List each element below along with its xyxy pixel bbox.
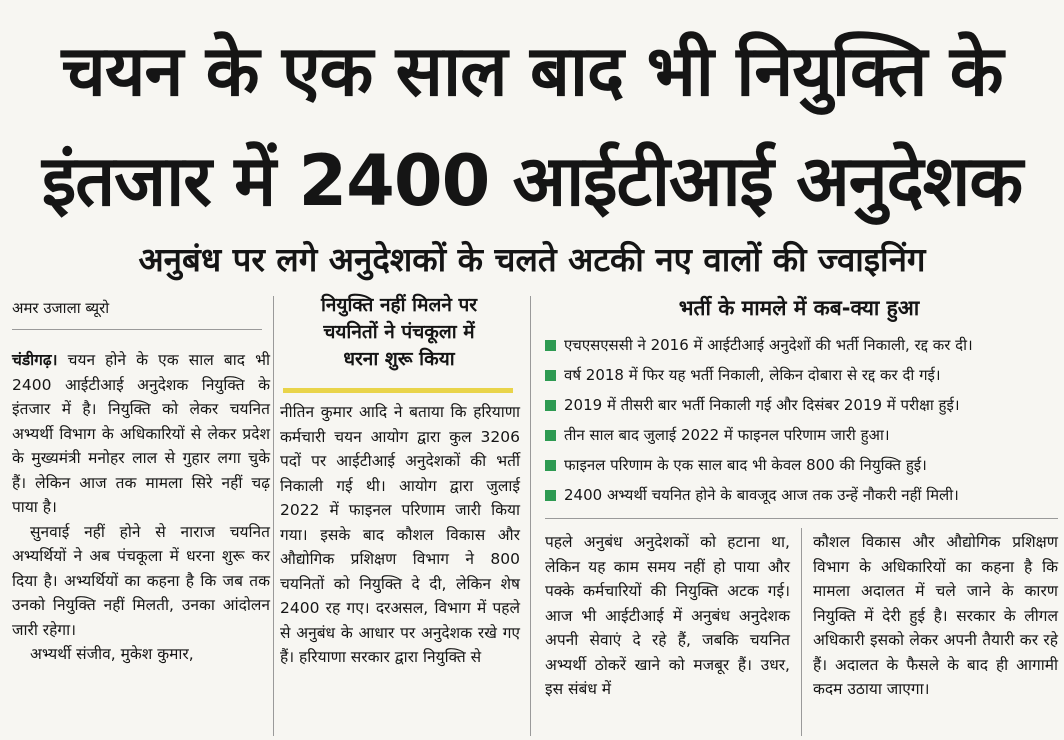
column-divider-2 [530,296,531,736]
timeline-item [545,420,1060,450]
timeline-item-text: वर्ष 2018 में फिर यह भर्ती निकाली, लेकिन दोबारा से रद्द कर दी गई। [564,366,941,384]
byline: अमर उजाला ब्यूरो [12,299,110,317]
article-column-4 [813,530,1058,702]
timeline-title: भर्ती के मामले में कब-क्या हुआ [678,296,920,320]
square-bullet-icon [545,460,556,471]
timeline-bottom-rule [545,518,1058,519]
column-divider-1 [273,296,274,736]
headline-line-2: इंतजार में 2400 आईटीआई अनुदेशक [41,140,1023,222]
timeline-list [545,330,1060,510]
timeline-item [545,480,1060,510]
sidebar-headline-line-1: नियुक्ति नहीं मिलने पर [320,294,478,316]
square-bullet-icon [545,430,556,441]
square-bullet-icon [545,370,556,381]
subheadline: अनुबंध पर लगे अनुदेशकों के चलते अटकी नए वालों की ज्वाइनिंग [138,240,926,279]
headline-line-1: चयन के एक साल बाद भी नियुक्ति के [61,30,1003,112]
timeline-item [545,360,1060,390]
col4-paragraph-1: कौशल विकास और औद्योगिक प्रशिक्षण विभाग के अधिकारियों का कहना है कि मामला अदालत में चले जाने के कारण नियुक्ति में देरी हुई है। सरकार के लीगल अधिकारी इसको लेकर अपनी तैयारी कर रहे हैं। अदालत के फैसले के बाद ही आगामी कदम उठाया जाएगा। [813,533,1058,698]
timeline-item-text: 2019 में तीसरी बार भर्ती निकाली गई और दिसंबर 2019 में परीक्षा हुई। [564,396,960,414]
col3-paragraph-1: पहले अनुबंध अनुदेशकों को हटाना था, लेकिन यह काम समय नहीं हो पाया और पक्के कर्मचारियों की नियुक्ति अटक गई। आज भी आईटीआई में अनुबंध अनुदेशक अपनी सेवाएं दे रहे हैं, जबकि चयनित अभ्यर्थी ठोकरें खाने को मजबूर हैं। उधर, इस संबंध में [545,533,790,698]
timeline-item-text: 2400 अभ्यर्थी चयनित होने के बावजूद आज तक उन्हें नौकरी नहीं मिली। [564,486,959,504]
col2-paragraph-1: नीतिन कुमार आदि ने बताया कि हरियाणा कर्मचारी चयन आयोग द्वारा कुल 3206 पदों पर आईटीआई अनुदेशकों की भर्ती निकाली गई थी। आयोग द्वारा जुलाई 2022 में फाइनल परिणाम जारी किया गया। इसके बाद कौशल विकास और औद्योगिक प्रशिक्षण विभाग ने 800 चयनितों को नियुक्ति दे दी, लेकिन शेष 2400 रह गए। दरअसल, विभाग में पहले से अनुबंध के आधार पर अनुदेशक रखे गए हैं। हरियाणा सरकार द्वारा नियुक्ति से [280,403,520,666]
column-divider-3 [801,528,802,736]
col1-paragraph-3: अभ्यर्थी संजीव, मुकेश कुमार, [30,645,194,663]
sidebar-headline [280,292,518,373]
col1-paragraph-2: सुनवाई नहीं होने से नाराज चयनित अभ्यर्थियों ने अब पंचकूला में धरना शुरू कर दिया है। अभ्यर्थियों का कहना है कि जब तक उनको नियुक्ति नहीं मिलती, उनका आंदोलन जारी रहेगा। [12,522,270,639]
timeline-item-text: एचएसएससी ने 2016 में आईटीआई अनुदेशों की भर्ती निकाली, रद्द कर दी। [564,336,973,354]
timeline-item [545,390,1060,420]
byline-rule [12,329,262,330]
dateline: चंडीगढ़। [12,351,58,369]
sidebar-headline-line-2: चयनितों ने पंचकूला में [323,321,475,343]
square-bullet-icon [545,490,556,501]
square-bullet-icon [545,340,556,351]
col1-paragraph-1: चयन होने के एक साल बाद भी 2400 आईटीआई अनुदेशक नियुक्ति के इंतजार में है। नियुक्ति को लेकर चयनित अभ्यर्थी विभाग के अधिकारियों से लेकर प्रदेश के मुख्यमंत्री मनोहर लाल से गुहार लगा चुके हैं। लेकिन आज तक मामला सिरे नहीं चढ़ पाया है। [12,351,270,516]
article-column-1 [12,348,270,667]
square-bullet-icon [545,400,556,411]
article-column-3 [545,530,790,702]
timeline-item [545,450,1060,480]
timeline-item-text: तीन साल बाद जुलाई 2022 में फाइनल परिणाम जारी हुआ। [564,426,890,444]
article-column-2 [280,400,520,670]
timeline-item [545,330,1060,360]
sidebar-underline [283,388,513,393]
sidebar-headline-line-3: धरना शुरू किया [343,348,455,370]
timeline-item-text: फाइनल परिणाम के एक साल बाद भी केवल 800 की नियुक्ति हुई। [564,456,927,474]
